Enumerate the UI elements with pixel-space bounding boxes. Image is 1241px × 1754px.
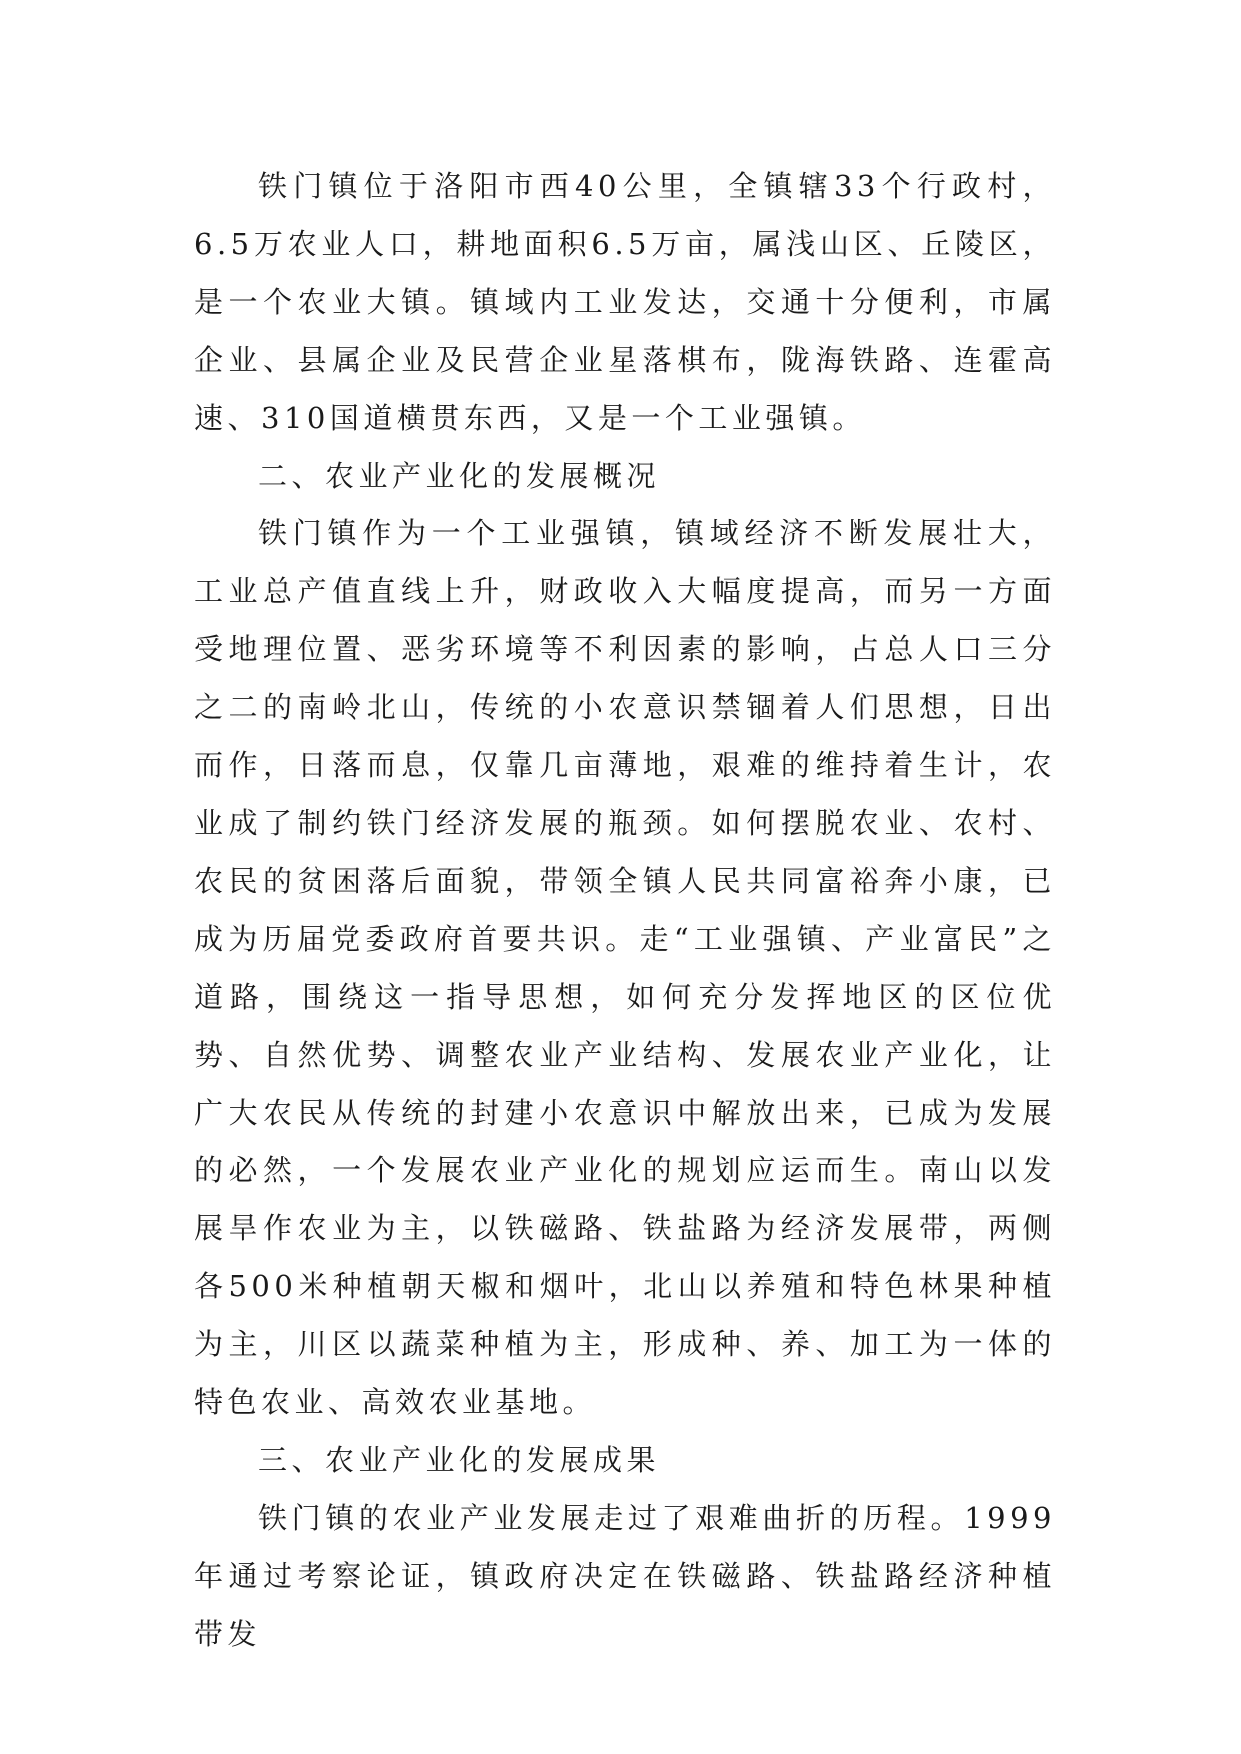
paragraph-development-overview: 铁门镇作为一个工业强镇，镇域经济不断发展壮大，工业总产值直线上升，财政收入大幅度提高，而另一方面受地理位置、恶劣环境等不利因素的影响，占总人口三分之二的南岭北山，传统的小农意识禁锢着人们思想，日出而作，日落而息，仅靠几亩薄地，艰难的维持着生计，农业成了制约铁门经济发展的瓶颈。如何摆脱农业、农村、农民的贫困落后面貌，带领全镇人民共同富裕奔小康，已成为历届党委政府首要共识。走“工业强镇、产业富民”之道路，围绕这一指导思想，如何充分发挥地区的区位优势、自然优势、调整农业产业结构、发展农业产业化，让广大农民从传统的封建小农意识中解放出来，已成为发展的必然，一个发展农业产业化的规划应运而生。南山以发展旱作农业为主，以铁磁路、铁盐路为经济发展带，两侧各500米种植朝天椒和烟叶，北山以养殖和特色林果种植为主，川区以蔬菜种植为主，形成种、养、加工为一体的特色农业、高效农业基地。 [194,516,1056,1420]
paragraph-development-results: 铁门镇的农业产业发展走过了艰难曲折的历程。1999年通过考察论证，镇政府决定在铁磁路、铁盐路经济种植带发 [194,1500,1056,1651]
document-body [194,158,1056,1664]
section-heading-development-results: 三、农业产业化的发展成果 [258,1442,661,1477]
paragraph-town-overview: 铁门镇位于洛阳市西40公里，全镇辖33个行政村，6.5万农业人口，耕地面积6.5万亩，属浅山区、丘陵区，是一个农业大镇。镇域内工业发达，交通十分便利，市属企业、县属企业及民营企业星落棋布，陇海铁路、连霍高速、310国道横贯东西，又是一个工业强镇。 [194,169,1056,435]
section-heading-development-overview: 二、农业产业化的发展概况 [258,458,661,493]
